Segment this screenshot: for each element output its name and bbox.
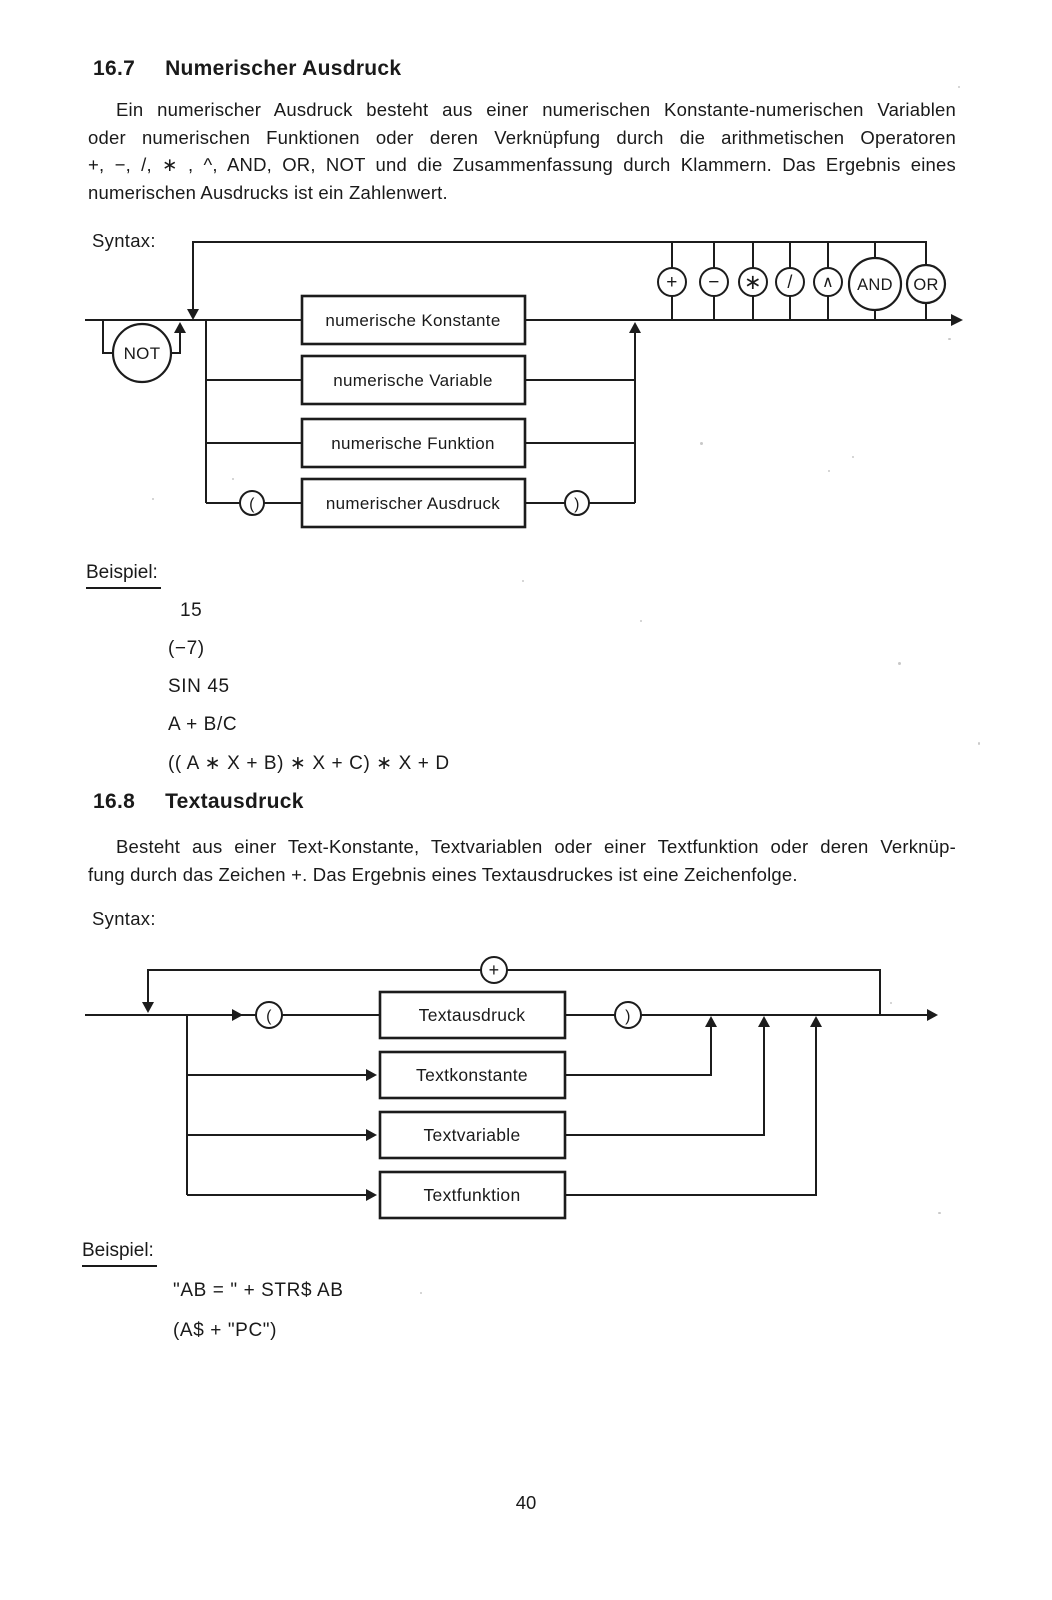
open-paren-label: (: [249, 496, 255, 513]
box-label: Textkonstante: [416, 1065, 528, 1085]
syntax-diagram-text-expression: [85, 900, 965, 1225]
example-item: A + B/C: [168, 714, 238, 735]
example-label: Beispiel:: [86, 562, 161, 589]
box-label: Textvariable: [423, 1125, 521, 1145]
nodes: [113, 258, 945, 527]
arrow-right-icon: [951, 314, 963, 326]
section-16-8-paragraph: [88, 833, 956, 888]
paragraph-line: +, −, /, ∗ , ^, AND, OR, NOT und die Zusammenfassung durch Klammern. Das Ergebnis eines: [88, 154, 956, 175]
page-number: 40: [515, 1492, 537, 1513]
example-list-text: [173, 1280, 344, 1360]
operator-label: ∧: [821, 274, 835, 291]
box-label: numerische Konstante: [325, 311, 501, 330]
arrow-down-icon: [142, 1002, 154, 1013]
operator-label: AND: [857, 276, 893, 294]
open-paren-label: (: [266, 1008, 272, 1025]
operator-label: /: [787, 272, 793, 292]
section-title: Numerischer Ausdruck: [165, 57, 402, 80]
close-paren-label: ): [625, 1008, 631, 1025]
paragraph-line: Ein numerischer Ausdruck besteht aus einer numerischen Konstante-numerischen Variablen: [116, 99, 956, 120]
operator-label: −: [708, 272, 720, 293]
example-list-numeric: [168, 600, 450, 790]
nodes: [256, 957, 641, 1218]
node-labels: [124, 271, 939, 513]
box-label: Textausdruck: [418, 1005, 526, 1025]
section-title: Textausdruck: [165, 790, 304, 813]
syntax-diagram-numeric-expression: [85, 225, 965, 540]
section-heading-16-7: [93, 57, 401, 81]
arrow-up-icon: [758, 1016, 770, 1027]
arrow-down-icon: [187, 309, 199, 320]
syntax-label: Syntax:: [92, 230, 156, 251]
example-item: 15: [180, 600, 203, 621]
arrow-up-icon: [629, 322, 641, 333]
example-item: SIN 45: [168, 676, 230, 697]
arrow-right-icon: [366, 1189, 377, 1201]
section-16-7-paragraph: [88, 96, 956, 206]
paragraph-line: numerischen Ausdrucks ist ein Zahlenwert.: [88, 181, 448, 203]
paragraph-line: oder numerischen Funktionen oder deren Verknüpfung durch die arithmetischen Operatoren: [88, 126, 956, 148]
arrow-up-icon: [705, 1016, 717, 1027]
example-item: "AB = " + STR$ AB: [173, 1280, 344, 1301]
box-label: numerische Funktion: [331, 434, 495, 453]
section-number: 16.7: [93, 57, 136, 80]
example-label: Beispiel:: [82, 1240, 157, 1267]
paragraph-line: fung durch das Zeichen +. Das Ergebnis eines Textausdruckes ist eine Zeichenfolge.: [88, 863, 798, 885]
not-label: NOT: [123, 344, 161, 363]
operator-label: OR: [913, 276, 939, 294]
box-label: numerischer Ausdruck: [325, 494, 501, 513]
arrow-up-icon: [810, 1016, 822, 1027]
section-number: 16.8: [93, 790, 136, 813]
plus-operator-label: +: [488, 960, 500, 980]
syntax-label: Syntax:: [92, 908, 156, 929]
example-item: (−7): [168, 638, 205, 659]
arrow-right-icon: [366, 1129, 377, 1141]
example-item: (A$ + "PC"): [173, 1320, 278, 1341]
box-label: numerische Variable: [333, 371, 493, 390]
example-item: (( A ∗ X + B) ∗ X + C) ∗ X + D: [168, 753, 450, 774]
close-paren-label: ): [574, 496, 580, 513]
arrow-right-icon: [927, 1009, 938, 1021]
paragraph-line: Besteht aus einer Text-Konstante, Textvariablen oder einer Textfunktion oder deren Verknüp-: [116, 836, 956, 857]
arrow-right-icon: [232, 1009, 243, 1021]
box-label: Textfunktion: [423, 1185, 521, 1205]
arrow-up-icon: [174, 322, 186, 333]
arrow-right-icon: [366, 1069, 377, 1081]
operator-label: +: [666, 272, 678, 293]
section-heading-16-8: [93, 790, 304, 814]
operator-label: ∗: [744, 271, 762, 294]
